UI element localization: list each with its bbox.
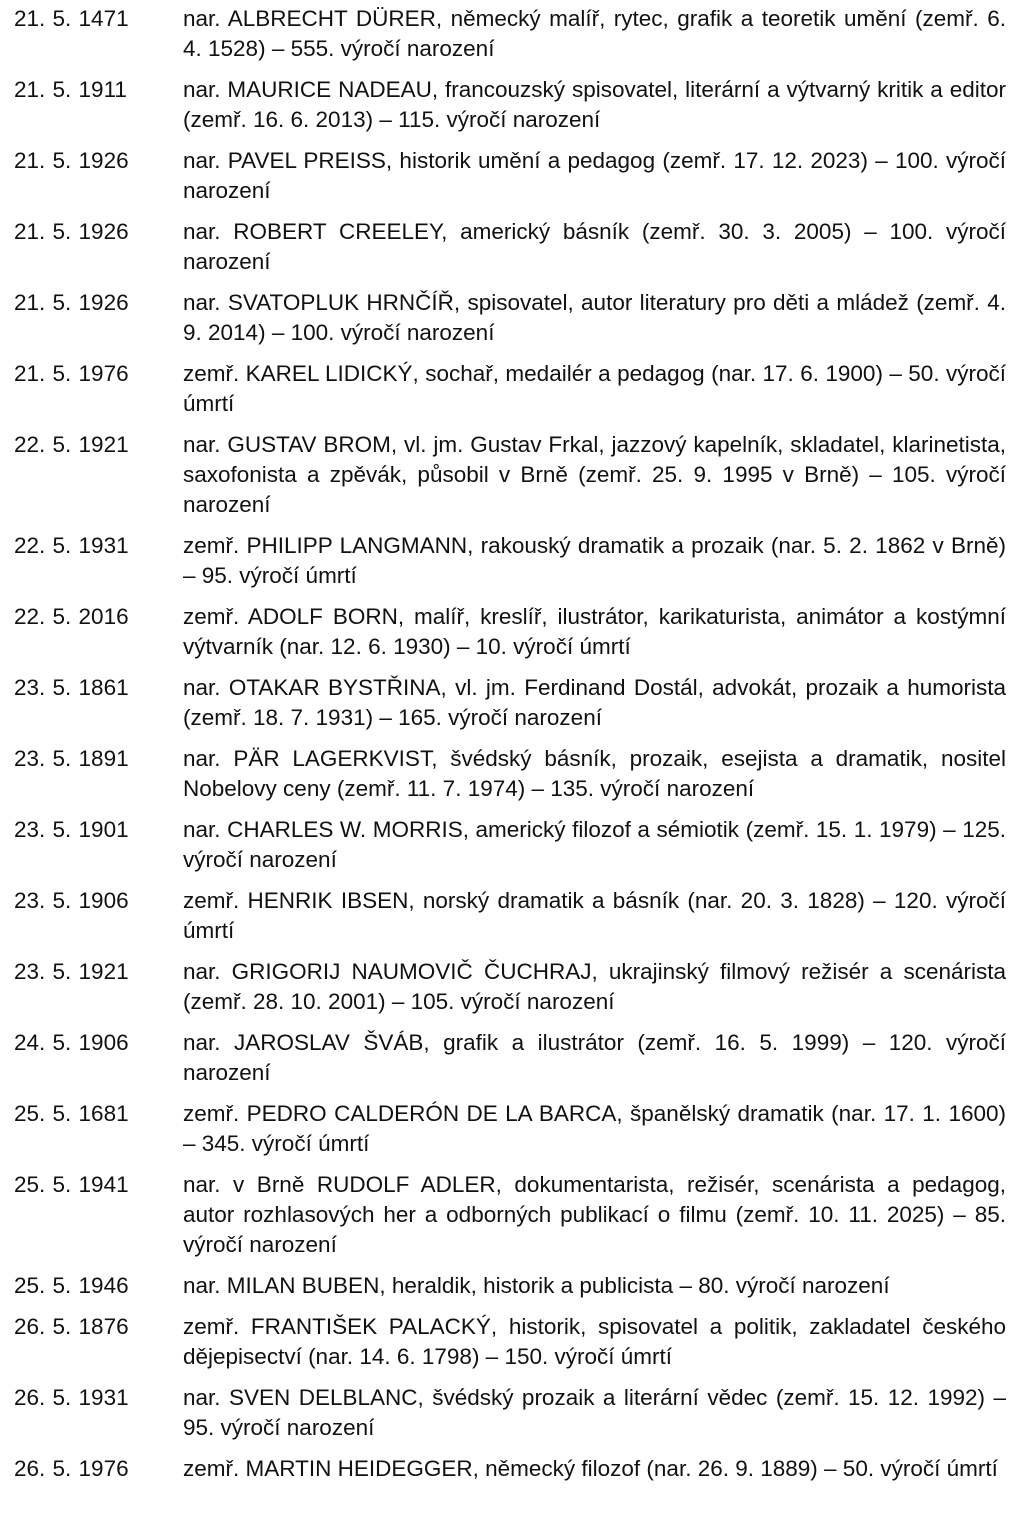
entry-text: nar. OTAKAR BYSTŘINA, vl. jm. Ferdinand Dostál, advokát, prozaik a humorista (zemř. 18. 7. 1931) – 165. výročí narození xyxy=(183,675,1006,730)
entry-text: nar. PAVEL PREISS, historik umění a pedagog (zemř. 17. 12. 2023) – 100. výročí narození xyxy=(183,148,1006,203)
list-item xyxy=(14,1170,1006,1260)
list-item xyxy=(14,1028,1006,1088)
entry-text: zemř. PEDRO CALDERÓN DE LA BARCA, španělský dramatik (nar. 17. 1. 1600) – 345. výročí úmrtí xyxy=(183,1101,1006,1156)
entry-date: 22. 5. 1931 xyxy=(14,533,129,558)
list-item xyxy=(14,1099,1006,1159)
entry-date: 21. 5. 1926 xyxy=(14,148,129,173)
entry-date: 23. 5. 1906 xyxy=(14,888,129,913)
entry-text: zemř. HENRIK IBSEN, norský dramatik a básník (nar. 20. 3. 1828) – 120. výročí úmrtí xyxy=(183,888,1006,943)
entry-text: nar. MAURICE NADEAU, francouzský spisovatel, literární a výtvarný kritik a editor (zemř. 16. 6. 2013) – 115. výročí narození xyxy=(183,77,1006,132)
entry-date: 22. 5. 2016 xyxy=(14,604,129,629)
list-item xyxy=(14,217,1006,277)
list-item xyxy=(14,957,1006,1017)
entry-date: 23. 5. 1861 xyxy=(14,675,129,700)
list-item xyxy=(14,4,1006,64)
list-item xyxy=(14,531,1006,591)
entry-date: 26. 5. 1976 xyxy=(14,1456,129,1481)
entry-text: nar. MILAN BUBEN, heraldik, historik a publicista – 80. výročí narození xyxy=(183,1273,890,1298)
entry-date: 26. 5. 1931 xyxy=(14,1385,129,1410)
entry-date: 25. 5. 1681 xyxy=(14,1101,129,1126)
list-item xyxy=(14,744,1006,804)
list-item xyxy=(14,75,1006,135)
entry-text: nar. PÄR LAGERKVIST, švédský básník, prozaik, esejista a dramatik, nositel Nobelovy ceny (zemř. 11. 7. 1974) – 135. výročí narození xyxy=(183,746,1006,801)
entry-date: 21. 5. 1911 xyxy=(14,77,127,102)
entry-date: 23. 5. 1891 xyxy=(14,746,129,771)
list-item xyxy=(14,1271,1006,1301)
entry-date: 23. 5. 1921 xyxy=(14,959,129,984)
entry-text: nar. v Brně RUDOLF ADLER, dokumentarista, režisér, scenárista a pedagog, autor rozhlasových her a odborných publikací o filmu (zemř. 10. 11. 2025) – 85. výročí narození xyxy=(183,1172,1006,1257)
entry-text: zemř. KAREL LIDICKÝ, sochař, medailér a pedagog (nar. 17. 6. 1900) – 50. výročí úmrtí xyxy=(183,361,1006,416)
list-item xyxy=(14,1312,1006,1372)
entry-text: nar. SVATOPLUK HRNČÍŘ, spisovatel, autor literatury pro děti a mládež (zemř. 4. 9. 2014) – 100. výročí narození xyxy=(183,290,1006,345)
list-item xyxy=(14,602,1006,662)
entry-date: 21. 5. 1926 xyxy=(14,219,129,244)
entry-date: 25. 5. 1941 xyxy=(14,1172,129,1197)
list-item xyxy=(14,886,1006,946)
entry-text: nar. JAROSLAV ŠVÁB, grafik a ilustrátor (zemř. 16. 5. 1999) – 120. výročí narození xyxy=(183,1030,1006,1085)
entry-text: nar. ALBRECHT DÜRER, německý malíř, rytec, grafik a teoretik umění (zemř. 6. 4. 1528) – 555. výročí narození xyxy=(183,6,1006,61)
list-item xyxy=(14,1454,1006,1484)
list-item xyxy=(14,288,1006,348)
entry-text: nar. ROBERT CREELEY, americký básník (zemř. 30. 3. 2005) – 100. výročí narození xyxy=(183,219,1006,274)
entry-date: 26. 5. 1876 xyxy=(14,1314,129,1339)
entry-text: zemř. ADOLF BORN, malíř, kreslíř, ilustrátor, karikaturista, animátor a kostýmní výtvarník (nar. 12. 6. 1930) – 10. výročí úmrtí xyxy=(183,604,1006,659)
entry-date: 22. 5. 1921 xyxy=(14,432,129,457)
entry-text: zemř. FRANTIŠEK PALACKÝ, historik, spisovatel a politik, zakladatel českého dějepisectví (nar. 14. 6. 1798) – 150. výročí úmrtí xyxy=(183,1314,1006,1369)
list-item xyxy=(14,815,1006,875)
entry-date: 23. 5. 1901 xyxy=(14,817,129,842)
list-item xyxy=(14,359,1006,419)
entry-text: zemř. PHILIPP LANGMANN, rakouský dramatik a prozaik (nar. 5. 2. 1862 v Brně) – 95. výročí úmrtí xyxy=(183,533,1006,588)
list-item xyxy=(14,430,1006,520)
entry-text: nar. SVEN DELBLANC, švédský prozaik a literární vědec (zemř. 15. 12. 1992) – 95. výročí narození xyxy=(183,1385,1006,1440)
list-item xyxy=(14,673,1006,733)
entry-text: nar. GUSTAV BROM, vl. jm. Gustav Frkal, jazzový kapelník, skladatel, klarinetista, saxofonista a zpěvák, působil v Brně (zemř. 25. 9. 1995 v Brně) – 105. výročí narození xyxy=(183,432,1006,517)
entry-text: nar. CHARLES W. MORRIS, americký filozof a sémiotik (zemř. 15. 1. 1979) – 125. výročí narození xyxy=(183,817,1006,872)
list-item xyxy=(14,146,1006,206)
entry-date: 21. 5. 1471 xyxy=(14,6,129,31)
entry-date: 24. 5. 1906 xyxy=(14,1030,129,1055)
entry-date: 21. 5. 1926 xyxy=(14,290,129,315)
entry-text: zemř. MARTIN HEIDEGGER, německý filozof (nar. 26. 9. 1889) – 50. výročí úmrtí xyxy=(183,1456,998,1481)
entry-date: 25. 5. 1946 xyxy=(14,1273,129,1298)
entry-date: 21. 5. 1976 xyxy=(14,361,129,386)
list-item xyxy=(14,1383,1006,1443)
entry-text: nar. GRIGORIJ NAUMOVIČ ČUCHRAJ, ukrajinský filmový režisér a scenárista (zemř. 28. 10. 2001) – 105. výročí narození xyxy=(183,959,1006,1014)
